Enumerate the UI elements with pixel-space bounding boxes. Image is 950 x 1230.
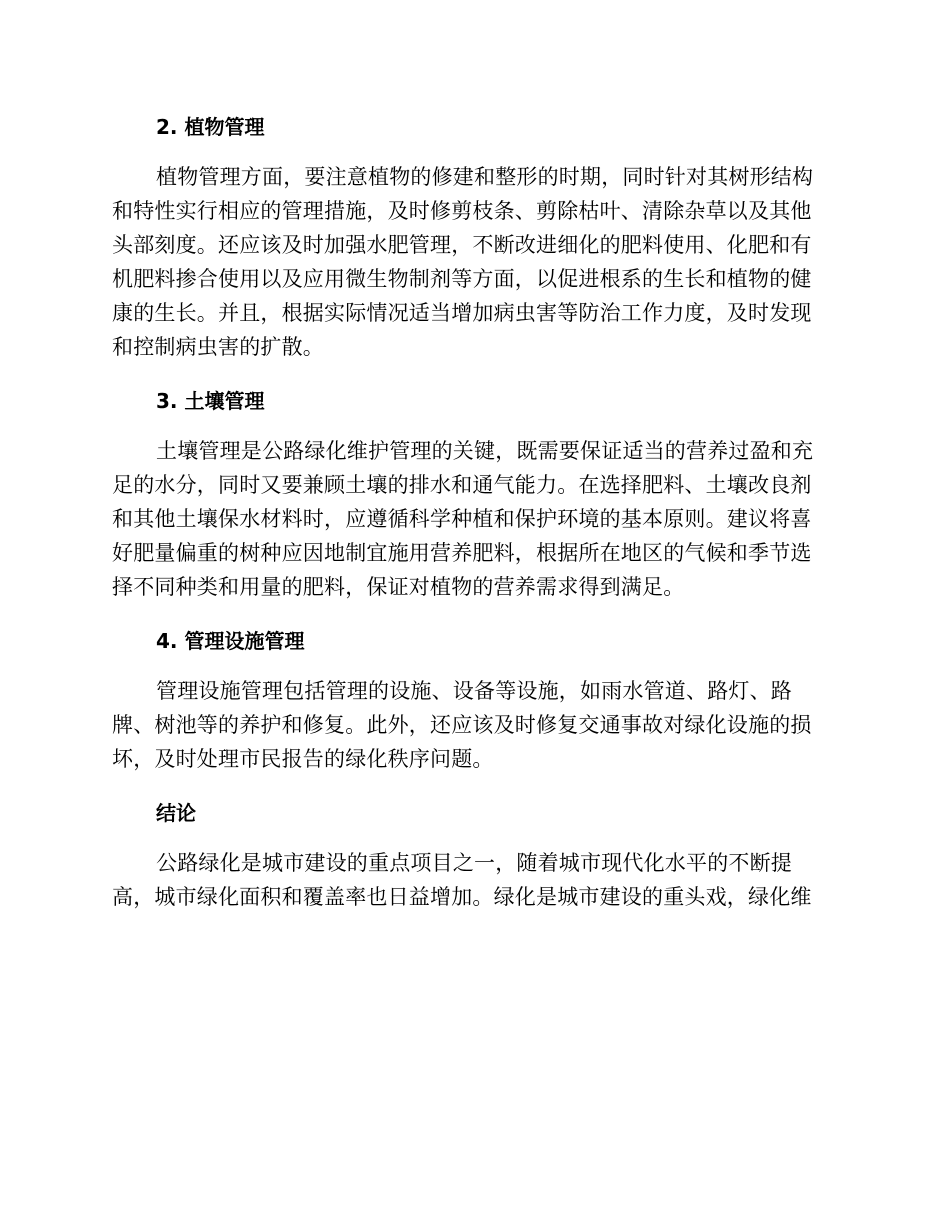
section-paragraph-facility-management: 管理设施管理包括管理的设施、设备等设施，如雨水管道、路灯、路牌、树池等的养护和修复。此外，还应该及时修复交通事故对绿化设施的损坏，及时处理市民报告的绿化秩序问题。 [112, 679, 812, 771]
section-heading-conclusion: 结论 [156, 801, 196, 825]
section-heading-facility-management: 4. 管理设施管理 [156, 629, 305, 653]
section-paragraph-plant-management: 植物管理方面，要注意植物的修建和整形的时期，同时针对其树形结构和特性实行相应的管理措施，及时修剪枝条、剪除枯叶、清除杂草以及其他头部刻度。还应该及时加强水肥管理，不断改进细化的肥料使用、化肥和有机肥料掺合使用以及应用微生物制剂等方面，以促进根系的生长和植物的健康的生长。并且，根据实际情况适当增加病虫害等防治工作力度，及时发现和控制病虫害的扩散。 [112, 165, 814, 359]
section-heading-plant-management: 2. 植物管理 [156, 115, 265, 139]
section-paragraph-conclusion: 公路绿化是城市建设的重点项目之一，随着城市现代化水平的不断提高，城市绿化面积和覆盖率也日益增加。绿化是城市建设的重头戏，绿化维 [112, 851, 812, 909]
section-heading-soil-management: 3. 土壤管理 [156, 389, 265, 413]
section-paragraph-soil-management: 土壤管理是公路绿化维护管理的关键，既需要保证适当的营养过盈和充足的水分，同时又要兼顾土壤的排水和通气能力。在选择肥料、土壤改良剂和其他土壤保水材料时，应遵循科学种植和保护环境的基本原则。建议将喜好肥量偏重的树种应因地制宜施用营养肥料，根据所在地区的气候和季节选择不同种类和用量的肥料，保证对植物的营养需求得到满足。 [112, 439, 814, 599]
